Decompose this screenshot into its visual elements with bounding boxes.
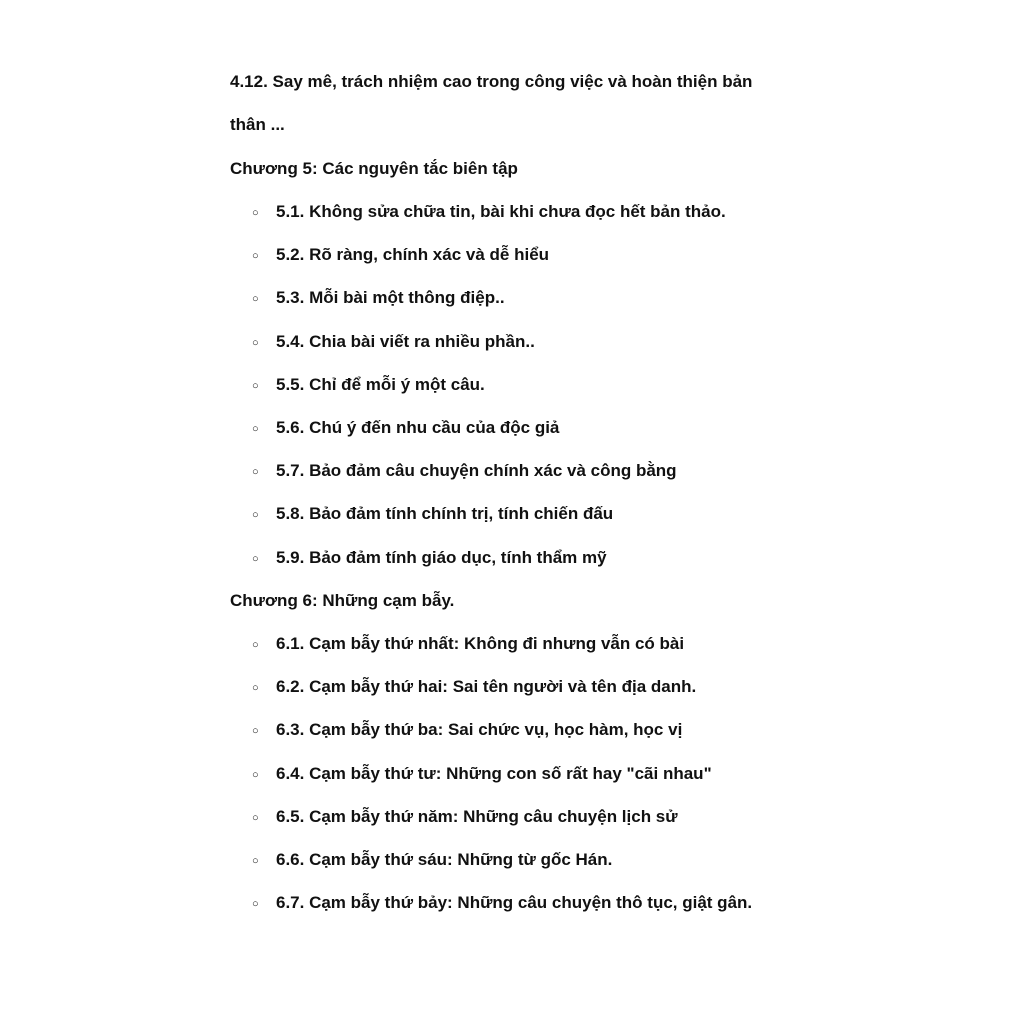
bullet-icon: ○ bbox=[252, 855, 259, 867]
list-item-text: 6.3. Cạm bẫy thứ ba: Sai chức vụ, học hàm, học vị bbox=[276, 720, 683, 739]
bullet-icon: ○ bbox=[252, 812, 259, 824]
bullet-icon: ○ bbox=[252, 466, 259, 478]
list-item bbox=[252, 418, 559, 439]
list-item bbox=[252, 634, 684, 655]
list-item-text: 5.9. Bảo đảm tính giáo dục, tính thẩm mỹ bbox=[276, 548, 607, 567]
list-item-text: 6.5. Cạm bẫy thứ năm: Những câu chuyện lịch sử bbox=[276, 807, 678, 826]
list-item-text: 5.8. Bảo đảm tính chính trị, tính chiến đấu bbox=[276, 504, 614, 523]
bullet-icon: ○ bbox=[252, 337, 259, 349]
bullet-icon: ○ bbox=[252, 725, 259, 737]
bullet-icon: ○ bbox=[252, 380, 259, 392]
list-item-text: 5.1. Không sửa chữa tin, bài khi chưa đọc hết bản thảo. bbox=[276, 202, 726, 221]
list-item-text: 6.7. Cạm bẫy thứ bảy: Những câu chuyện thô tục, giật gân. bbox=[276, 893, 753, 912]
bullet-icon: ○ bbox=[252, 553, 259, 565]
list-item-text: 6.6. Cạm bẫy thứ sáu: Những từ gốc Hán. bbox=[276, 850, 613, 869]
section-heading-4-12-continued: thân ... bbox=[230, 115, 285, 134]
list-item bbox=[252, 807, 678, 828]
list-item bbox=[252, 245, 549, 266]
chapter-5-title: Chương 5: Các nguyên tắc biên tập bbox=[230, 159, 518, 178]
list-item-text: 5.7. Bảo đảm câu chuyện chính xác và công bằng bbox=[276, 461, 677, 480]
list-item bbox=[252, 764, 712, 785]
list-item-text: 6.2. Cạm bẫy thứ hai: Sai tên người và tên địa danh. bbox=[276, 677, 697, 696]
list-item bbox=[252, 288, 505, 309]
list-item bbox=[252, 677, 696, 698]
bullet-icon: ○ bbox=[252, 207, 259, 219]
list-item bbox=[252, 893, 752, 914]
list-item bbox=[252, 375, 485, 396]
section-heading-4-12: 4.12. Say mê, trách nhiệm cao trong công việc và hoàn thiện bản bbox=[230, 72, 753, 91]
list-item-text: 6.1. Cạm bẫy thứ nhất: Không đi nhưng vẫn có bài bbox=[276, 634, 685, 653]
bullet-icon: ○ bbox=[252, 250, 259, 262]
list-item-text: 5.4. Chia bài viết ra nhiều phần.. bbox=[276, 332, 535, 351]
list-item bbox=[252, 548, 607, 569]
list-item-text: 6.4. Cạm bẫy thứ tư: Những con số rất hay "cãi nhau" bbox=[276, 764, 712, 783]
bullet-icon: ○ bbox=[252, 898, 259, 910]
list-item bbox=[252, 850, 612, 871]
list-item bbox=[252, 332, 535, 353]
list-item-text: 5.6. Chú ý đến nhu cầu của độc giả bbox=[276, 418, 560, 437]
bullet-icon: ○ bbox=[252, 769, 259, 781]
bullet-icon: ○ bbox=[252, 639, 259, 651]
bullet-icon: ○ bbox=[252, 423, 259, 435]
list-item bbox=[252, 504, 613, 525]
list-item-text: 5.2. Rõ ràng, chính xác và dễ hiểu bbox=[276, 245, 550, 264]
list-item bbox=[252, 720, 682, 741]
bullet-icon: ○ bbox=[252, 509, 259, 521]
list-item bbox=[252, 461, 677, 482]
bullet-icon: ○ bbox=[252, 293, 259, 305]
bullet-icon: ○ bbox=[252, 682, 259, 694]
list-item-text: 5.3. Mỗi bài một thông điệp.. bbox=[276, 288, 505, 307]
list-item-text: 5.5. Chỉ để mỗi ý một câu. bbox=[276, 375, 485, 394]
list-item bbox=[252, 202, 726, 223]
chapter-6-title: Chương 6: Những cạm bẫy. bbox=[230, 591, 455, 610]
